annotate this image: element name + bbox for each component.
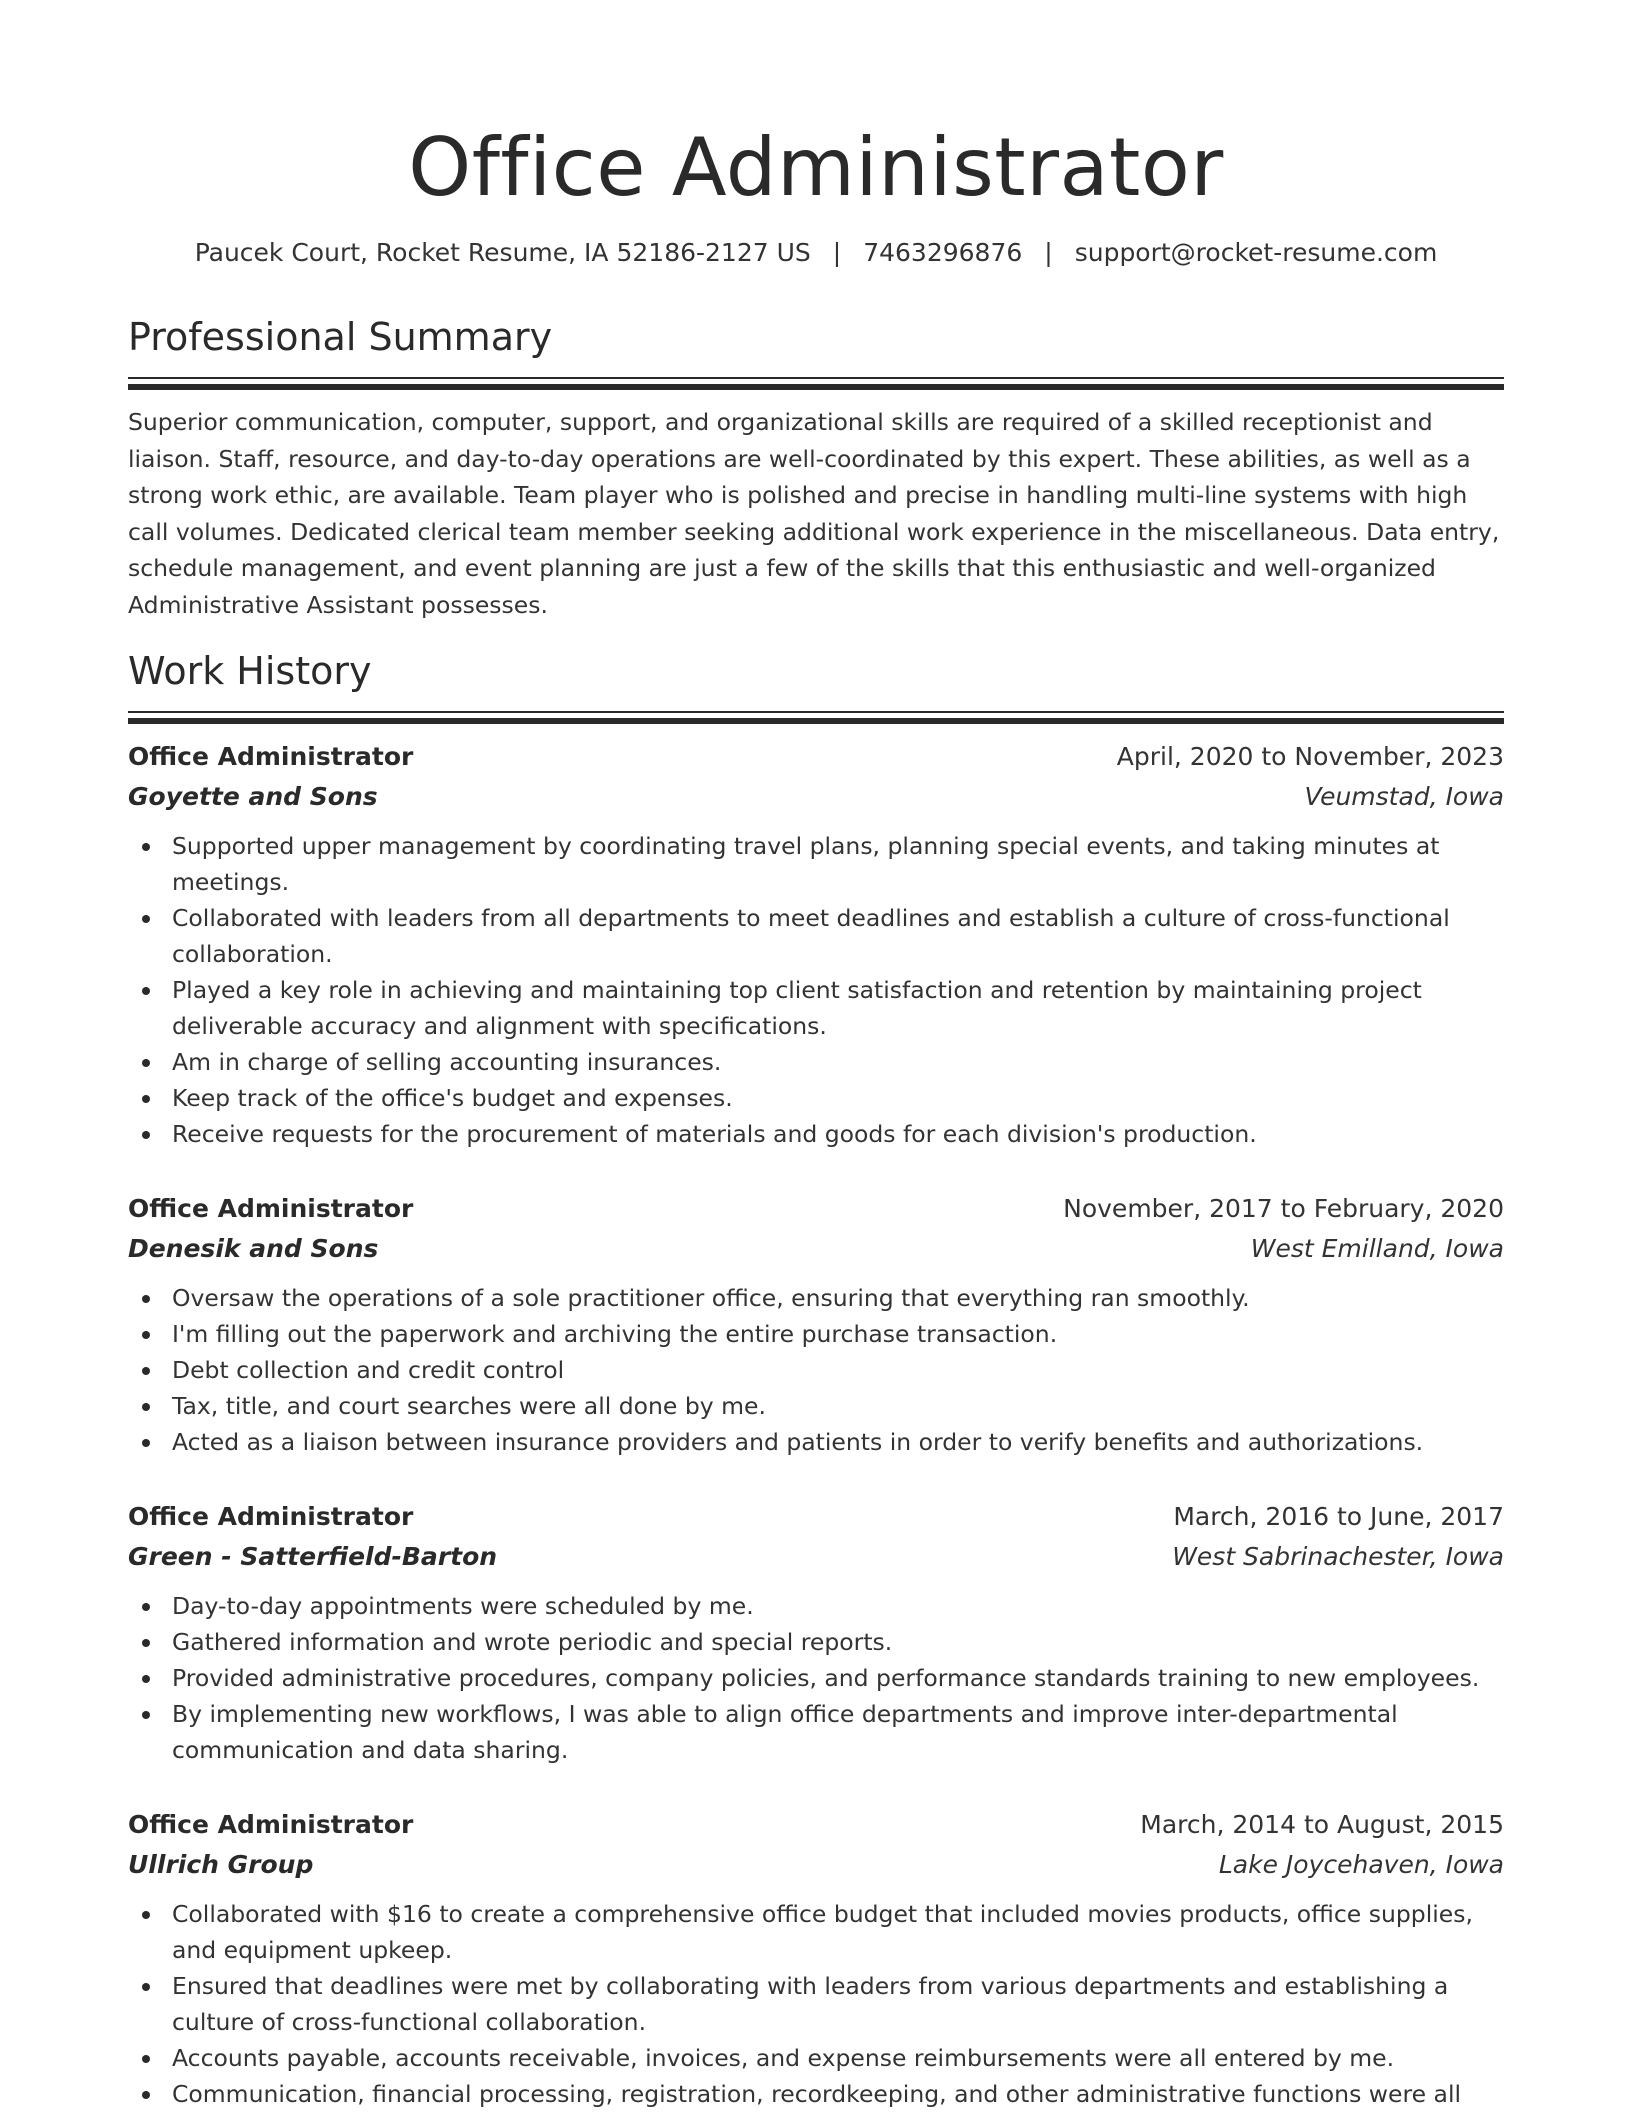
- job-bullet: Provided administrative procedures, company policies, and performance standards training to new employees.: [172, 1660, 1504, 1696]
- job-bullet: Gathered information and wrote periodic and special reports.: [172, 1624, 1504, 1660]
- job-entry: [128, 1498, 1504, 1768]
- job-entry: [128, 1190, 1504, 1460]
- job-dates: March, 2016 to June, 2017: [1173, 1502, 1504, 1531]
- professional-summary-section: [128, 313, 1504, 623]
- job-bullet: Acted as a liaison between insurance providers and patients in order to verify benefits and authorizations.: [172, 1424, 1504, 1460]
- contact-phone: 7463296876: [863, 238, 1023, 267]
- job-bullet: Tax, title, and court searches were all done by me.: [172, 1388, 1504, 1424]
- section-divider-thin: [128, 711, 1504, 713]
- job-bullet: Debt collection and credit control: [172, 1352, 1504, 1388]
- section-divider-thick: [128, 384, 1504, 390]
- job-bullet: Ensured that deadlines were met by collaborating with leaders from various departments and establishing a culture of cross-functional collaboration.: [172, 1968, 1504, 2040]
- job-company: Green - Satterfield-Barton: [128, 1542, 498, 1571]
- job-bullet: Receive requests for the procurement of materials and goods for each division's production.: [172, 1116, 1504, 1152]
- job-bullet: I'm filling out the paperwork and archiving the entire purchase transaction.: [172, 1316, 1504, 1352]
- job-bullets: [128, 828, 1504, 1152]
- job-location: Lake Joycehaven, Iowa: [1218, 1850, 1504, 1879]
- job-title: Office Administrator: [128, 1194, 414, 1223]
- job-entry: [128, 738, 1504, 1152]
- job-bullets: [128, 1588, 1504, 1768]
- job-bullet: Played a key role in achieving and maintaining top client satisfaction and retention by maintaining project deliverable accuracy and alignment with specifications.: [172, 972, 1504, 1044]
- contact-separator: |: [832, 238, 842, 267]
- job-bullet: Communication, financial processing, registration, recordkeeping, and other administrative functions were all: [172, 2076, 1504, 2112]
- job-company: Denesik and Sons: [128, 1234, 379, 1263]
- job-company: Ullrich Group: [128, 1850, 314, 1879]
- contact-separator: |: [1044, 238, 1053, 267]
- job-bullet: Collaborated with leaders from all departments to meet deadlines and establish a culture of cross-functional collaboration.: [172, 900, 1504, 972]
- job-title: Office Administrator: [128, 742, 414, 771]
- job-dates: March, 2014 to August, 2015: [1140, 1810, 1504, 1839]
- job-company: Goyette and Sons: [128, 782, 378, 811]
- summary-text: Superior communication, computer, support, and organizational skills are required of a skilled receptionist and liaison. Staff, resource, and day-to-day operations are well-coordinated by this expert. These abilities, as well as a strong work ethic, are available. Team player who is polished and precise in handling multi-line systems with high call volumes. Dedicated clerical team member seeking additional work experience in the miscellaneous. Data entry, schedule management, and event planning are just a few of the skills that this enthusiastic and well-organized Administrative Assistant possesses.: [128, 408, 1500, 619]
- contact-email: support@rocket-resume.com: [1074, 238, 1438, 267]
- job-dates: November, 2017 to February, 2020: [1063, 1194, 1504, 1223]
- job-bullet: Am in charge of selling accounting insurances.: [172, 1044, 1504, 1080]
- section-divider-thin: [128, 377, 1504, 379]
- job-bullet: Oversaw the operations of a sole practitioner office, ensuring that everything ran smoothly.: [172, 1280, 1504, 1316]
- work-history-section: [128, 647, 1504, 2112]
- job-bullet: Accounts payable, accounts receivable, invoices, and expense reimbursements were all entered by me.: [172, 2040, 1504, 2076]
- job-title: Office Administrator: [128, 1810, 414, 1839]
- contact-line: [128, 236, 1504, 270]
- job-title: Office Administrator: [128, 1502, 414, 1531]
- contact-address: Paucek Court, Rocket Resume, IA 52186-2127 US: [194, 238, 811, 267]
- job-bullet: Supported upper management by coordinating travel plans, planning special events, and taking minutes at meetings.: [172, 828, 1504, 900]
- job-bullets: [128, 1896, 1504, 2112]
- job-bullets: [128, 1280, 1504, 1460]
- section-divider-thick: [128, 718, 1504, 724]
- job-dates: April, 2020 to November, 2023: [1116, 742, 1504, 771]
- candidate-name: Office Administrator: [408, 121, 1224, 214]
- job-bullet: By implementing new workflows, I was able to align office departments and improve inter-departmental communication and data sharing.: [172, 1696, 1504, 1768]
- job-bullet: Keep track of the office's budget and expenses.: [172, 1080, 1504, 1116]
- job-location: Veumstad, Iowa: [1304, 782, 1504, 811]
- section-title-summary: Professional Summary: [128, 315, 553, 359]
- job-location: West Sabrinachester, Iowa: [1172, 1542, 1504, 1571]
- section-title-work-history: Work History: [128, 649, 372, 693]
- job-location: West Emilland, Iowa: [1250, 1234, 1504, 1263]
- resume-page: [128, 0, 1504, 2112]
- job-bullet: Day-to-day appointments were scheduled by me.: [172, 1588, 1504, 1624]
- job-bullet: Collaborated with $16 to create a comprehensive office budget that included movies products, office supplies, and equipment upkeep.: [172, 1896, 1504, 1968]
- job-entry: [128, 1806, 1504, 2112]
